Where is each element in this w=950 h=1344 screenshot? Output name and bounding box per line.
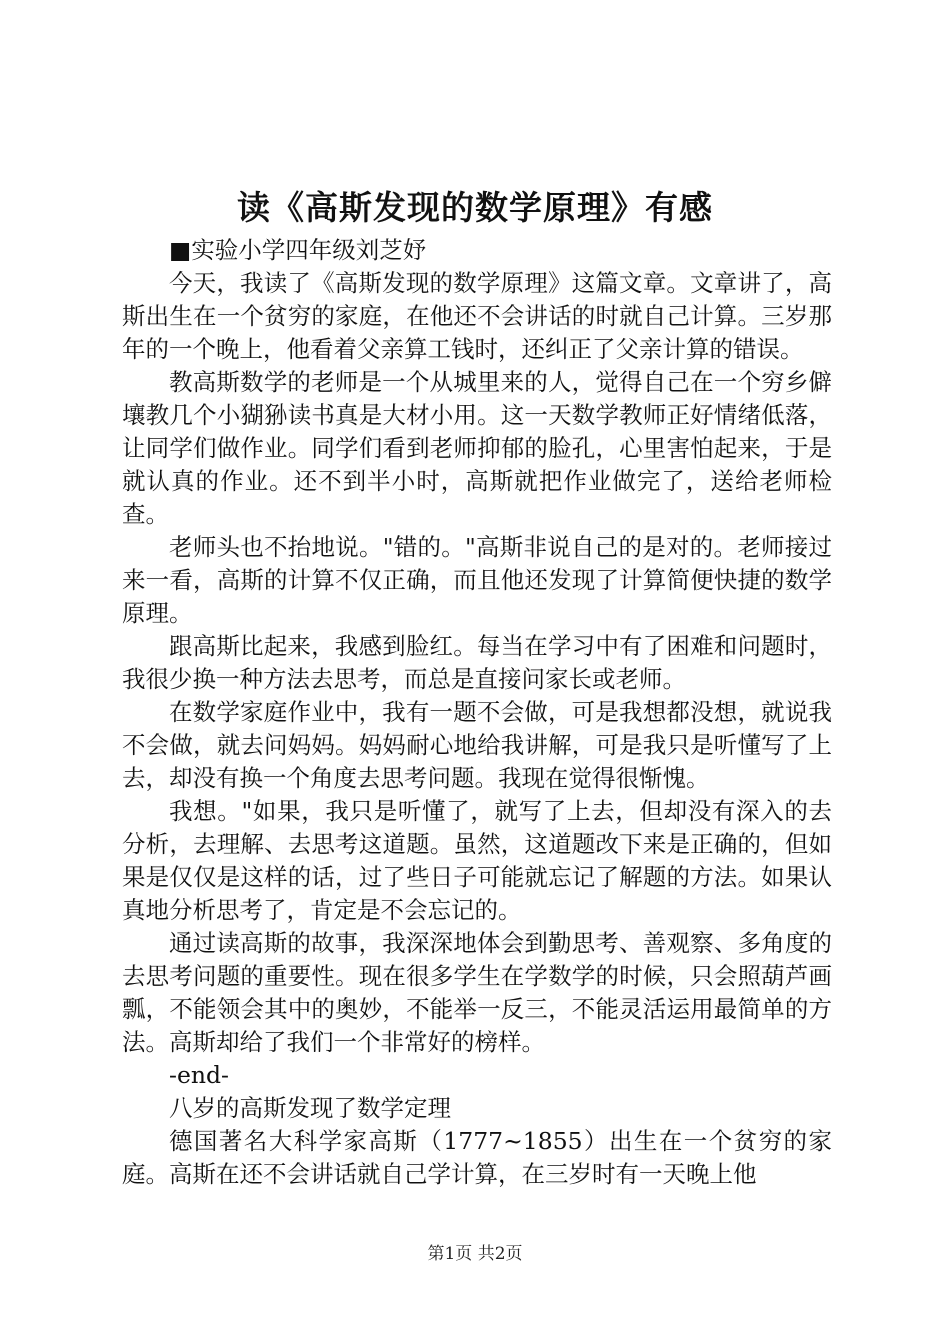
paragraph: 在数学家庭作业中，我有一题不会做，可是我想都没想，就说我不会做，就去问妈妈。妈妈耐心地给我讲解，可是我只是听懂写了上去，却没有换一个角度去思考问题。我现在觉得很惭愧。 xyxy=(122,698,832,792)
document-body xyxy=(122,234,832,1191)
paragraph: 我想。"如果，我只是听懂了，就写了上去，但却没有深入的去分析，去理解、去思考这道题。虽然，这道题改下来是正确的，但如果是仅仅是这样的话，过了些日子可能就忘记了解题的方法。如果认真地分析思考了，肯定是不会忘记的。 xyxy=(122,797,832,924)
paragraph: 教高斯数学的老师是一个从城里来的人，觉得自己在一个穷乡僻壤教几个小猢狲读书真是大材小用。这一天数学教师正好情绪低落，让同学们做作业。同学们看到老师抑郁的脸孔，心里害怕起来，于是就认真的作业。还不到半小时，高斯就把作业做完了，送给老师检查。 xyxy=(122,368,832,528)
page-footer: 第1页 共2页 xyxy=(427,1244,523,1264)
paragraph: 通过读高斯的故事，我深深地体会到勤思考、善观察、多角度的去思考问题的重要性。现在很多学生在学数学的时候，只会照葫芦画瓢，不能领会其中的奥妙，不能举一反三，不能灵活运用最简单的方法。高斯却给了我们一个非常好的榜样。 xyxy=(122,929,832,1056)
end-marker: -end- xyxy=(169,1061,229,1089)
paragraph: 今天，我读了《高斯发现的数学原理》这篇文章。文章讲了，高斯出生在一个贫穷的家庭，在他还不会讲话的时就自己计算。三岁那年的一个晚上，他看着父亲算工钱时，还纠正了父亲计算的错误。 xyxy=(122,269,832,363)
document-title: 读《高斯发现的数学原理》有感 xyxy=(237,188,713,227)
section-heading: 八岁的高斯发现了数学定理 xyxy=(169,1094,451,1122)
paragraph: 老师头也不抬地说。"错的。"高斯非说自己的是对的。老师接过来一看，高斯的计算不仅正确，而且他还发现了计算简便快捷的数学原理。 xyxy=(122,533,832,627)
paragraph: 跟高斯比起来，我感到脸红。每当在学习中有了困难和问题时，我很少换一种方法去思考，而总是直接问家长或老师。 xyxy=(122,632,832,693)
paragraph: 德国著名大科学家高斯（1777~1855）出生在一个贫穷的家庭。高斯在还不会讲话就自己学计算，在三岁时有一天晚上他 xyxy=(122,1127,832,1188)
author-line: ■实验小学四年级刘芝妤 xyxy=(169,236,427,264)
